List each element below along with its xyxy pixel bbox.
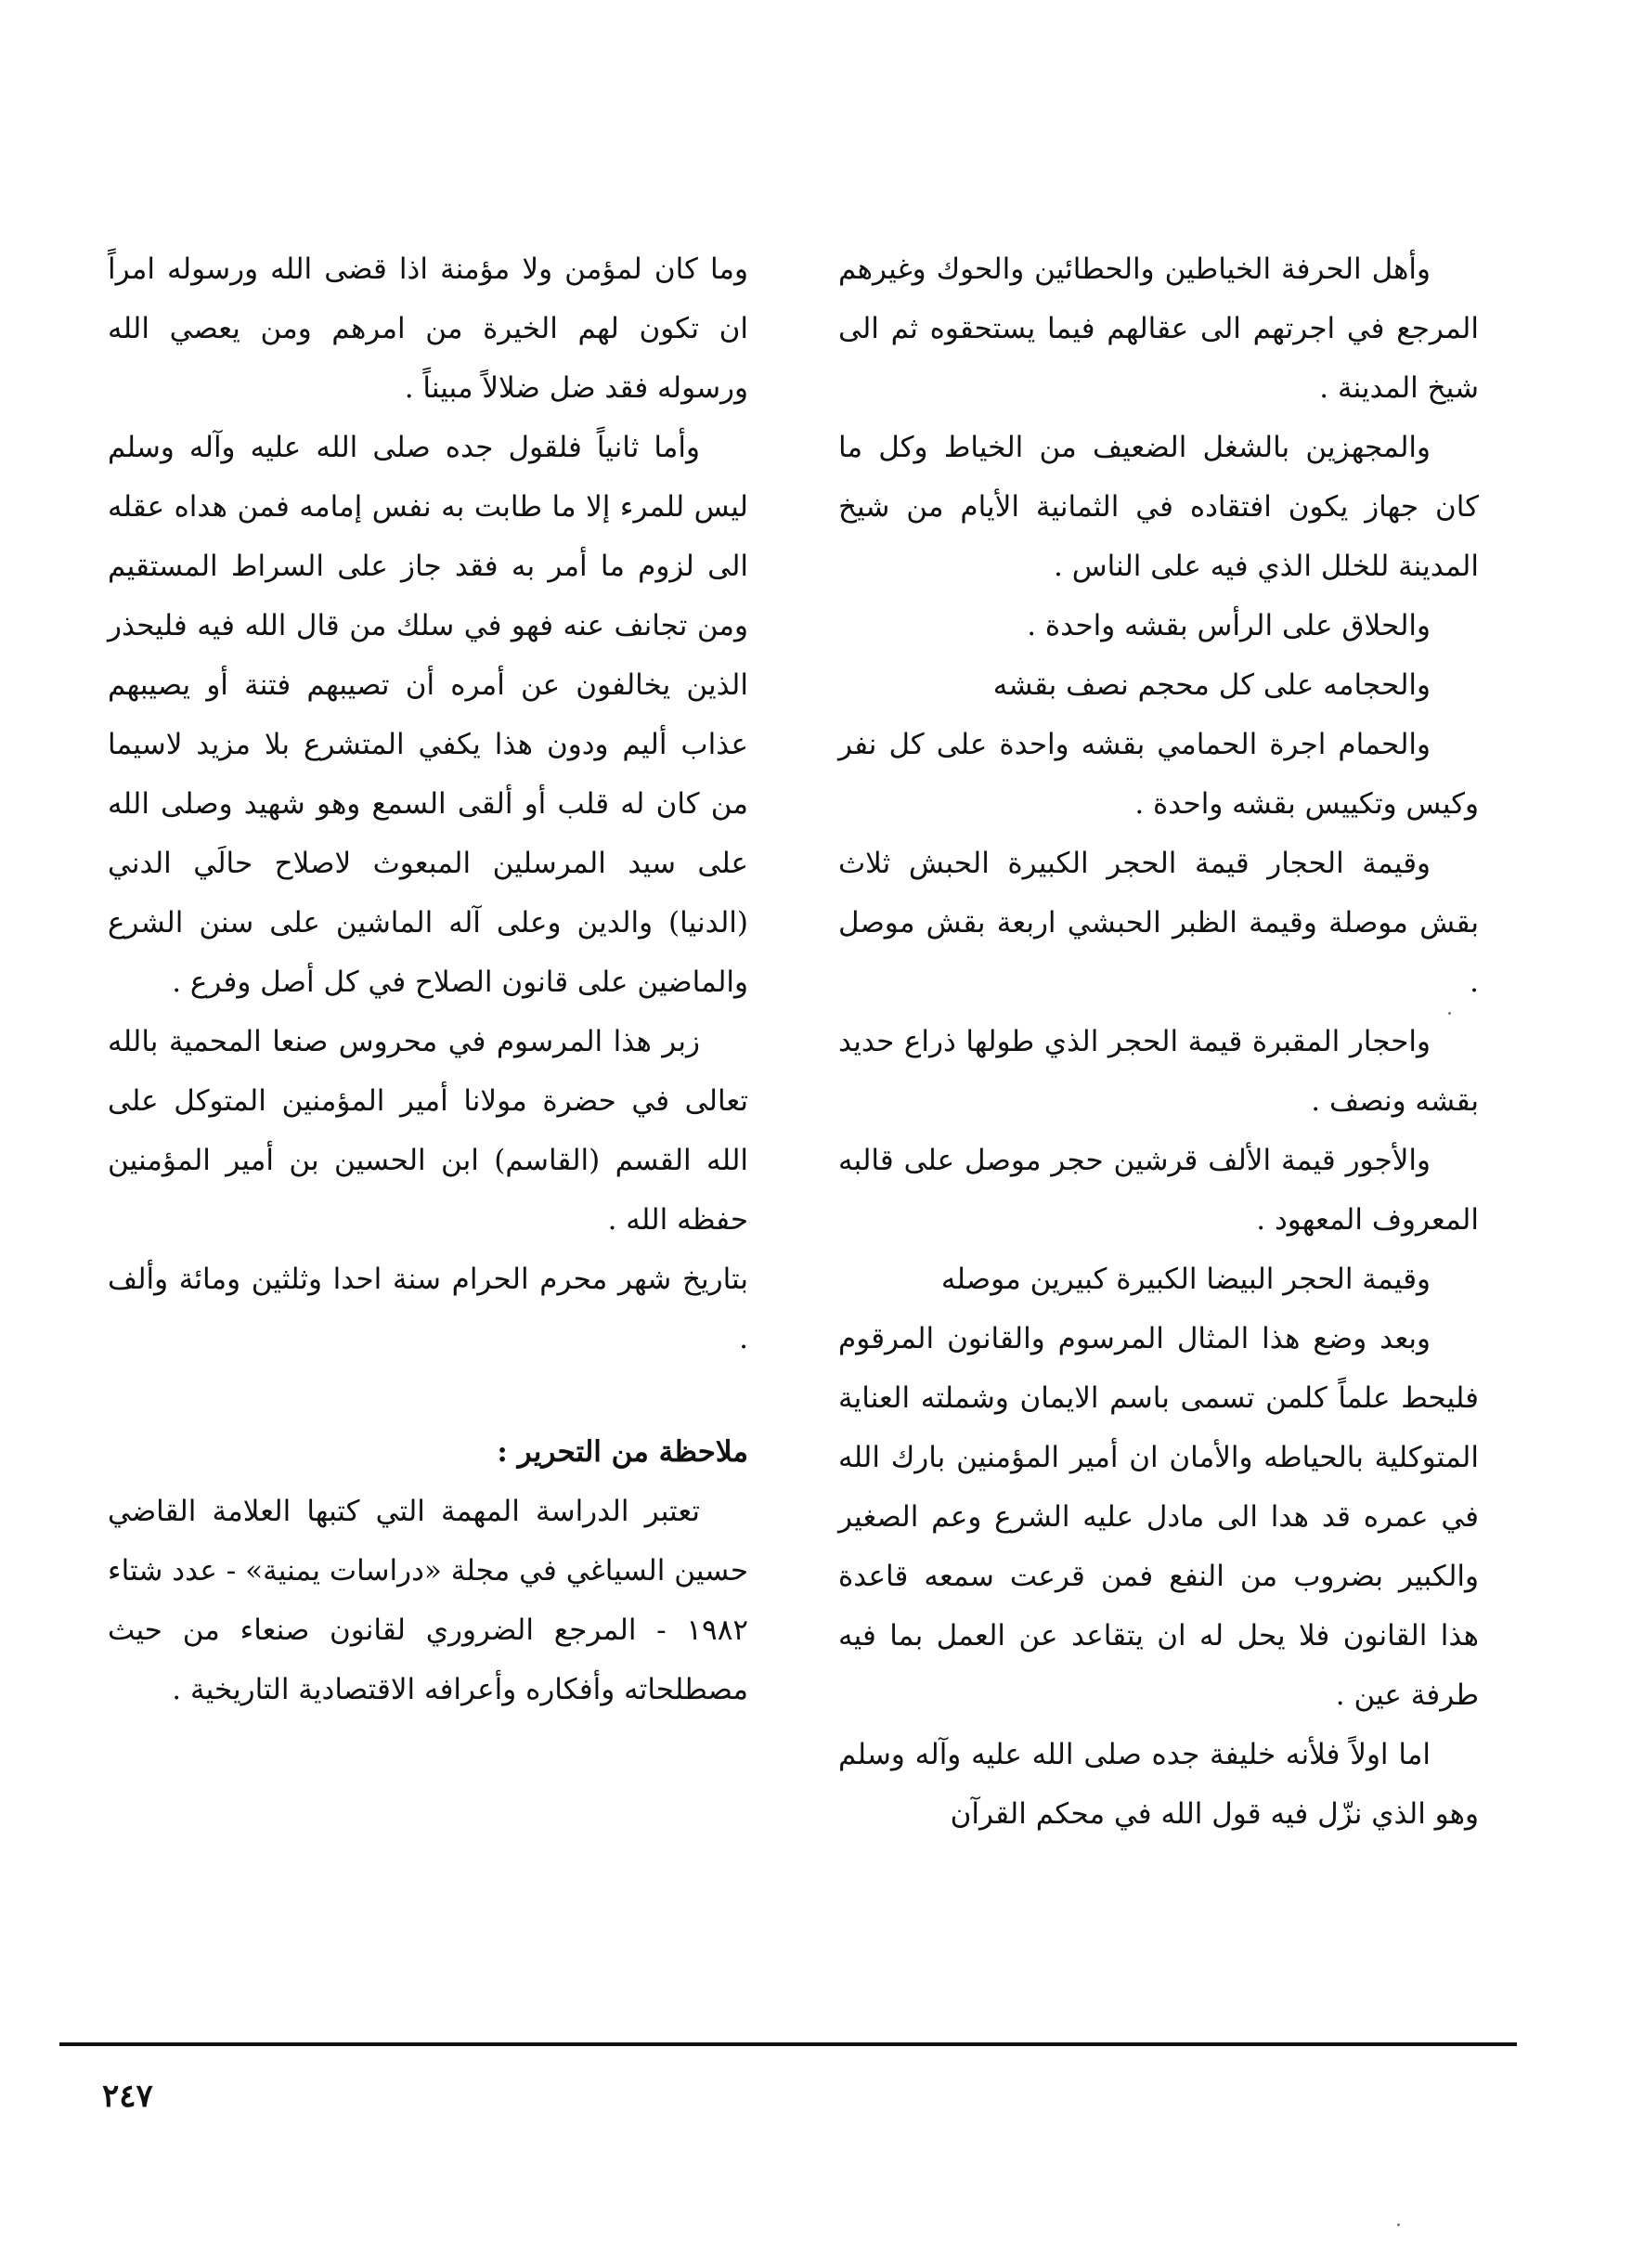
paragraph: واحجار المقبرة قيمة الحجر الذي طولها ذراع حديد بقشه ونصف .: [838, 1025, 1479, 1118]
paragraph: بتاريخ شهر محرم الحرام سنة احدا وثلثين ومائة وألف .: [108, 1263, 748, 1355]
footer-rule: [59, 2042, 1517, 2046]
paragraph: وما كان لمؤمن ولا مؤمنة اذا قضى الله ورسوله امراً ان تكون لهم الخيرة من امرهم ومن يعصي الله ورسوله فقد ضل ضلالاً مبيناً .: [108, 253, 748, 405]
right-column: [838, 240, 1479, 1844]
paragraph: اما اولاً فلأنه خليفة جده صلى الله عليه وآله وسلم وهو الذي نزّل فيه قول الله في محكم القرآن: [838, 1738, 1479, 1831]
paragraph: والحمام اجرة الحمامي بقشه واحدة على كل نفر وكيس وتكييس بقشه واحدة .: [838, 728, 1479, 821]
paragraph: والمجهزين بالشغل الضعيف من الخياط وكل ما كان جهاز يكون افتقاده في الثمانية الأيام من شيخ المدينة للخلل الذي فيه على الناس .: [838, 431, 1479, 583]
editorial-note-heading: ملاحظة من التحرير :: [497, 1435, 748, 1469]
paragraph: وقيمة الحجار قيمة الحجر الكبيرة الحبش ثلاث بقش موصلة وقيمة الظبر الحبشي اربعة بقش موصل .: [838, 847, 1479, 999]
page-number: ٢٤٧: [102, 2078, 153, 2115]
paragraph: وقيمة الحجر البيضا الكبيرة كبيرين موصله: [940, 1263, 1431, 1296]
paragraph: وبعد وضع هذا المثال المرسوم والقانون المرقوم فليحط علماً كلمن تسمى باسم الايمان وشملته العناية المتوكلية بالحياطه والأمان ان أمير المؤمنين بارك الله في عمره قد هدا الى مادل عليه الشرع وعم الصغير والكبير بضروب من النفع فمن قرعت سمعه قاعدة هذا القانون فلا يحل له ان يتقاعد عن العمل بما فيه طرفة عين .: [838, 1322, 1479, 1712]
paragraph: والحجامه على كل محجم نصف بقشه: [992, 668, 1431, 702]
paragraph: زبر هذا المرسوم في محروس صنعا المحمية بالله تعالى في حضرة مولانا أمير المؤمنين المتوكل على الله القسم (القاسم) ابن الحسين بن أمير المؤمنين حفظه الله .: [108, 1025, 748, 1237]
scan-speck: [1397, 2223, 1400, 2226]
scan-speck: [1448, 1012, 1451, 1015]
left-column: [108, 240, 748, 1719]
paragraph: وأهل الحرفة الخياطين والحطائين والحوك وغيرهم المرجع في اجرتهم الى عقالهم فيما يستحقوه ثم الى شيخ المدينة .: [838, 253, 1479, 405]
paragraph: والحلاق على الرأس بقشه واحدة .: [1027, 609, 1431, 642]
paragraph: وأما ثانياً فلقول جده صلى الله عليه وآله وسلم ليس للمرء إلا ما طابت به نفس إمامه فمن هداه عقله الى لزوم ما أمر به فقد جاز على السراط المستقيم ومن تجانف عنه فهو في سلك من قال الله فيه فليحذر الذين يخالفون عن أمره أن تصيبهم فتنة أو يصيبهم عذاب أليم ودون هذا يكفي المتشرع بلا مزيد لاسيما من كان له قلب أو ألقى السمع وهو شهيد وصلى الله على سيد المرسلين المبعوث لاصلاح حالَي الدني (الدنيا) والدين وعلى آله الماشين على سنن الشرع والماضين على قانون الصلاح في كل أصل وفرع .: [108, 431, 748, 999]
editorial-note-body: تعتبر الدراسة المهمة التي كتبها العلامة القاضي حسين السياغي في مجلة «دراسات يمنية» - عدد شتاء ١٩٨٢ - المرجع الضروري لقانون صنعاء من حيث مصطلحاته وأفكاره وأعرافه الاقتصادية التاريخية .: [108, 1495, 748, 1706]
paragraph: والأجور قيمة الألف قرشين حجر موصل على قالبه المعروف المعهود .: [838, 1144, 1479, 1237]
